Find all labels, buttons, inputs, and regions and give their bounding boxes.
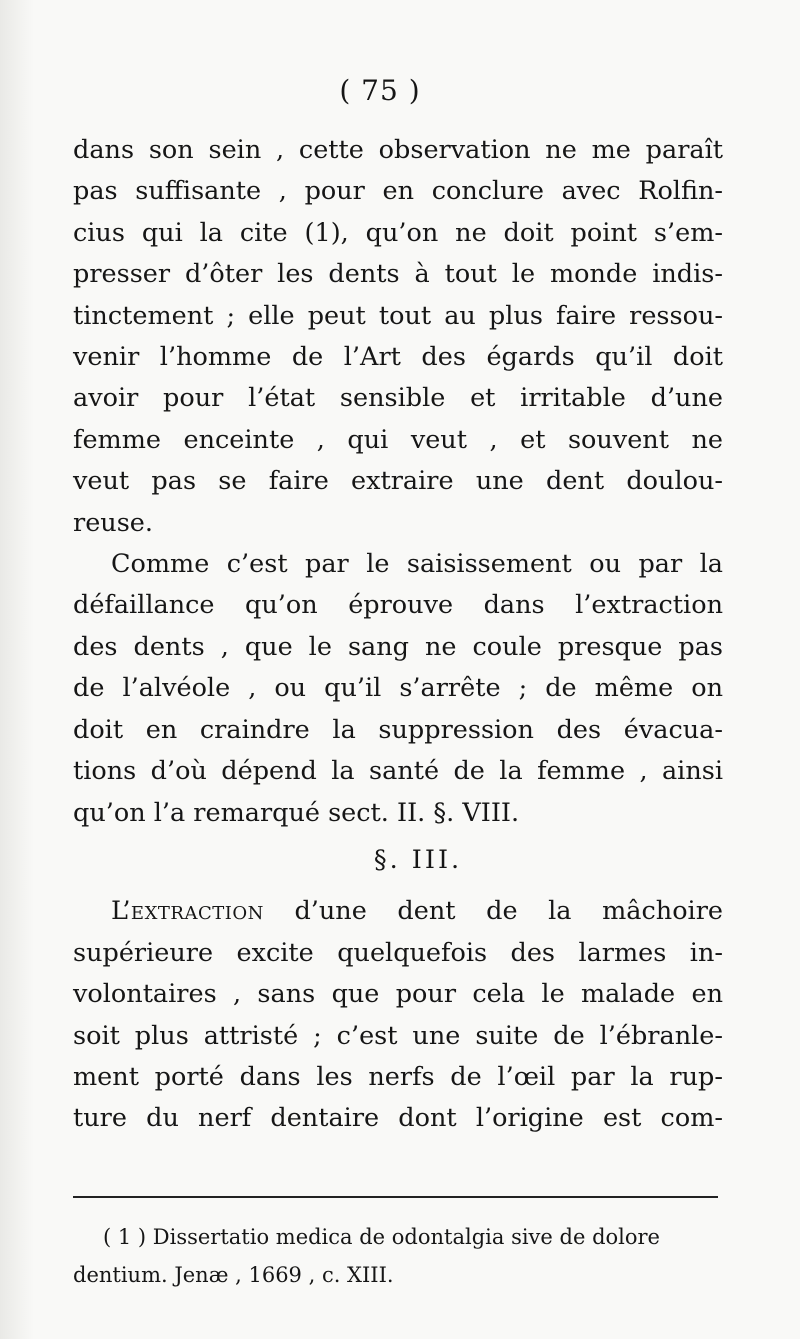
- text-line: femme enceinte , qui veut , et souvent ne: [73, 424, 723, 455]
- text-line: de l’alvéole , ou qu’il s’arrête ; de même on: [73, 673, 723, 704]
- page-number: ( 75 ): [339, 74, 421, 107]
- footnote-rule: [73, 1196, 718, 1198]
- text-line: avoir pour l’état sensible et irritable d’une: [73, 383, 723, 414]
- section-heading: §. III.: [373, 844, 463, 875]
- text-line: [73, 891, 723, 932]
- text-line: venir l’homme de l’Art des égards qu’il doit: [73, 342, 723, 373]
- text-line: reuse.: [73, 507, 153, 538]
- text-line: tinctement ; elle peut tout au plus faire ressou-: [73, 300, 723, 331]
- footnote-line: ( 1 ) Dissertatio medica de odontalgia sive de dolore: [103, 1225, 660, 1249]
- body-text: [73, 130, 723, 1140]
- first-line-rest: d’une dent de la mâchoire: [263, 896, 723, 927]
- text-line: doit en craindre la suppression des évacua-: [73, 714, 723, 745]
- paragraph-1: [73, 130, 723, 544]
- lead-word: L’extraction: [111, 896, 264, 927]
- text-line: soit plus attristé ; c’est une suite de l’ébranle-: [73, 1020, 723, 1051]
- text-line: Comme c’est par le saisissement ou par la: [111, 549, 723, 580]
- text-line: volontaires , sans que pour cela le malade en: [73, 979, 723, 1010]
- text-line: presser d’ôter les dents à tout le monde indis-: [73, 259, 723, 290]
- text-line: défaillance qu’on éprouve dans l’extraction: [73, 590, 723, 621]
- text-line: cius qui la cite (1), qu’on ne doit point s’em-: [73, 217, 723, 248]
- paragraph-2: [73, 544, 723, 834]
- text-line: supérieure excite quelquefois des larmes in-: [73, 937, 723, 968]
- footnote-line: dentium. Jenæ , 1669 , c. XIII.: [73, 1263, 394, 1287]
- text-line: dans son sein , cette observation ne me paraît: [73, 135, 723, 165]
- text-line: veut pas se faire extraire une dent doulou-: [73, 466, 723, 497]
- text-line: qu’on l’a remarqué sect. II. §. VIII.: [73, 797, 520, 828]
- footnote: [73, 1218, 723, 1294]
- text-line: des dents , que le sang ne coule presque pas: [73, 631, 723, 662]
- text-line: tions d’où dépend la santé de la femme , ainsi: [73, 756, 723, 787]
- paragraph-3: [73, 891, 723, 1139]
- text-line: ture du nerf dentaire dont l’origine est com-: [73, 1103, 723, 1134]
- text-line: pas suffisante , pour en conclure avec Rolfin-: [73, 176, 723, 207]
- text-line: ment porté dans les nerfs de l’œil par la rup-: [73, 1061, 723, 1092]
